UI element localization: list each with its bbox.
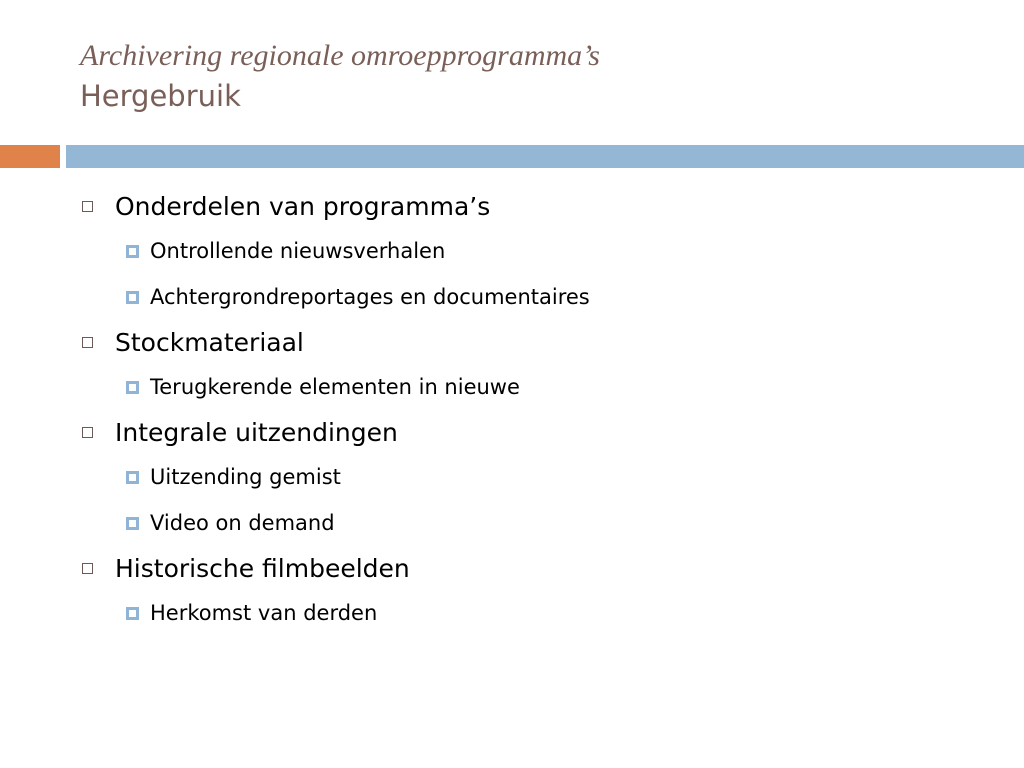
sub-list-item: [82, 364, 982, 410]
square-bullet-icon: [126, 245, 139, 258]
bullet-group: [82, 546, 982, 636]
sub-list-item: [82, 228, 982, 274]
list-item: [82, 410, 982, 454]
bullet-label: Onderdelen van programma’s: [115, 191, 491, 221]
slide-title: Hergebruik: [80, 79, 241, 113]
title-block: [80, 36, 600, 116]
slide-subtitle: Archivering regionale omroepprogramma’s: [80, 39, 600, 72]
square-bullet-icon: [126, 517, 139, 530]
bullet-group: [82, 410, 982, 546]
hollow-square-bullet-icon: [82, 337, 93, 348]
bullet-label: Integrale uitzendingen: [115, 417, 398, 447]
sub-list-item: [82, 454, 982, 500]
list-item: [82, 546, 982, 590]
hollow-square-bullet-icon: [82, 201, 93, 212]
hollow-square-bullet-icon: [82, 563, 93, 574]
sub-bullet-label: Herkomst van derden: [150, 601, 378, 625]
list-item: [82, 184, 982, 228]
bullet-group: [82, 184, 982, 320]
sub-list-item: [82, 274, 982, 320]
square-bullet-icon: [126, 381, 139, 394]
header-divider-bar: [66, 145, 1024, 168]
sub-bullet-label: Terugkerende elementen in nieuwe: [150, 375, 520, 399]
bullet-group: [82, 320, 982, 410]
accent-bar: [0, 145, 60, 168]
bullet-label: Historische filmbeelden: [115, 553, 410, 583]
square-bullet-icon: [126, 291, 139, 304]
sub-list-item: [82, 500, 982, 546]
sub-bullet-label: Video on demand: [150, 511, 335, 535]
square-bullet-icon: [126, 607, 139, 620]
sub-list-item: [82, 590, 982, 636]
sub-bullet-label: Uitzending gemist: [150, 465, 341, 489]
sub-bullet-label: Ontrollende nieuwsverhalen: [150, 239, 446, 263]
bullet-label: Stockmateriaal: [115, 327, 304, 357]
list-item: [82, 320, 982, 364]
square-bullet-icon: [126, 471, 139, 484]
sub-bullet-label: Achtergrondreportages en documentaires: [150, 285, 590, 309]
bullet-list: [82, 184, 982, 636]
hollow-square-bullet-icon: [82, 427, 93, 438]
